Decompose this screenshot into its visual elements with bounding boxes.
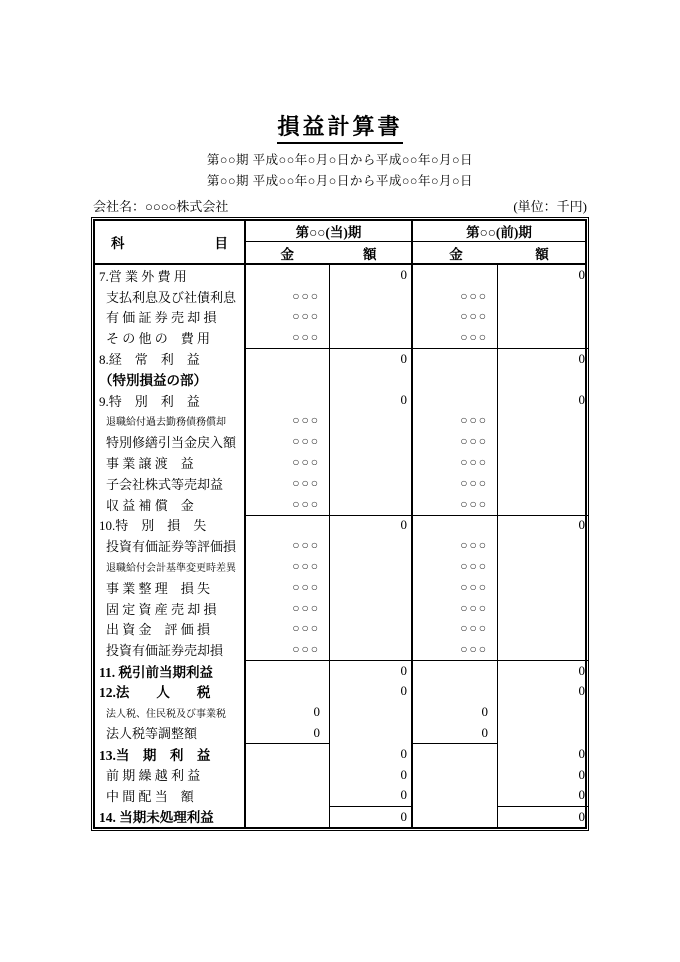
cell-p_gaku: 0 <box>578 766 585 782</box>
cell-c_gaku: 0 <box>330 348 413 369</box>
cell-p_gaku: 0 <box>578 267 585 283</box>
cell-p_gaku <box>498 619 589 640</box>
cell-p_gaku <box>498 556 589 577</box>
placeholder-circles: ○○○ <box>292 579 320 594</box>
row-label: 法人税、住民税及び事業税 <box>95 702 246 723</box>
cell-c_kin <box>246 681 330 702</box>
table-row <box>95 369 585 390</box>
placeholder-circles: ○○○ <box>292 434 320 449</box>
cell-p_gaku: 0 <box>498 660 589 681</box>
document-page <box>93 110 587 829</box>
placeholder-circles: ○○○ <box>460 579 488 594</box>
cell-p_gaku: 0 <box>578 787 585 803</box>
table-row <box>95 494 585 515</box>
placeholder-circles: ○○○ <box>292 642 320 657</box>
cell-c_kin <box>246 764 330 785</box>
period-line-1: 第○○期 平成○○年○月○日から平成○○年○月○日 <box>206 153 474 167</box>
row-label: 投資有価証券等評価損 <box>95 535 246 556</box>
row-label: 10.特 別 損 失 <box>95 515 246 536</box>
placeholder-circles: ○○○ <box>460 538 488 553</box>
table-row <box>95 743 585 764</box>
cell-c_gaku <box>330 307 413 328</box>
placeholder-circles: ○○○ <box>460 642 488 657</box>
cell-c_kin <box>246 452 330 473</box>
row-label: 収 益 補 償 金 <box>95 494 246 515</box>
cell-c_gaku <box>330 286 413 307</box>
table-row <box>95 535 585 556</box>
cell-p_kin <box>413 348 498 369</box>
header-subject-left: 科 <box>111 236 125 251</box>
cell-c_gaku <box>330 411 413 432</box>
cell-c_kin <box>246 785 330 806</box>
row-label: 13.当 期 利 益 <box>95 743 246 764</box>
table-row <box>95 348 585 369</box>
table-row <box>95 681 585 702</box>
cell-p_kin <box>413 286 498 307</box>
table-row <box>95 265 585 286</box>
table-row <box>95 764 585 785</box>
table-header <box>95 221 585 265</box>
table-row <box>95 639 585 660</box>
header-amount-gaku: 額 <box>363 246 377 262</box>
cell-c_kin: 0 <box>246 723 330 744</box>
row-label: そ の 他 の 費 用 <box>95 327 246 348</box>
cell-c_kin <box>246 494 330 515</box>
cell-c_gaku <box>330 327 413 348</box>
placeholder-circles: ○○○ <box>292 600 320 615</box>
cell-c_gaku: 0 <box>330 265 413 286</box>
cell-c_gaku <box>330 723 413 744</box>
cell-c_gaku <box>330 598 413 619</box>
row-label: 9.特 別 利 益 <box>95 390 246 411</box>
row-label: 退職給付会計基準変更時差異 <box>95 556 246 577</box>
cell-p_gaku <box>498 494 589 515</box>
table-row <box>95 723 585 744</box>
cell-p_kin <box>413 806 498 827</box>
cell-c_gaku: 0 <box>330 660 413 681</box>
row-label: 14. 当期未処理利益 <box>95 806 246 827</box>
cell-p_gaku <box>498 702 589 723</box>
cell-p_gaku: 0 <box>578 392 585 408</box>
cell-p_kin <box>413 265 498 286</box>
table-row <box>95 307 585 328</box>
cell-c_gaku: 0 <box>330 785 413 806</box>
placeholder-circles: ○○○ <box>292 496 320 511</box>
placeholder-circles: ○○○ <box>292 330 320 345</box>
placeholder-circles: ○○○ <box>460 309 488 324</box>
placeholder-circles: ○○○ <box>292 538 320 553</box>
pl-statement-table <box>93 219 587 829</box>
cell-p_kin <box>413 473 498 494</box>
placeholder-circles: ○○○ <box>460 288 488 303</box>
cell-p_gaku <box>498 307 589 328</box>
table-row <box>95 286 585 307</box>
cell-c_gaku <box>330 535 413 556</box>
cell-p_kin <box>413 681 498 702</box>
cell-c_gaku <box>330 702 413 723</box>
row-label: 法人税等調整額 <box>95 723 246 744</box>
row-label: 11. 税引前当期利益 <box>95 660 246 681</box>
cell-c_gaku <box>330 494 413 515</box>
row-label: （特別損益の部） <box>95 369 246 390</box>
cell-c_kin <box>246 515 330 536</box>
row-label: 7.営 業 外 費 用 <box>95 265 246 286</box>
table-body <box>95 265 585 827</box>
cell-c_kin <box>246 348 330 369</box>
header-period-previous: 第○○(前)期 <box>413 221 585 242</box>
cell-p_gaku: 0 <box>578 745 585 761</box>
cell-p_gaku <box>498 369 589 390</box>
placeholder-circles: ○○○ <box>292 475 320 490</box>
placeholder-circles: ○○○ <box>460 330 488 345</box>
cell-c_kin <box>246 577 330 598</box>
header-subject-cell <box>95 221 246 263</box>
table-row <box>95 431 585 452</box>
cell-p_kin <box>413 494 498 515</box>
row-label: 12.法 人 税 <box>95 681 246 702</box>
cell-p_kin <box>413 369 498 390</box>
cell-c_gaku <box>330 452 413 473</box>
cell-c_kin <box>246 556 330 577</box>
cell-p_kin <box>413 556 498 577</box>
cell-p_gaku <box>498 577 589 598</box>
cell-c_kin <box>246 327 330 348</box>
cell-c_kin <box>246 639 330 660</box>
row-label: 支払利息及び社債利息 <box>95 286 246 307</box>
cell-c_kin <box>246 286 330 307</box>
table-row <box>95 806 585 827</box>
placeholder-circles: ○○○ <box>292 559 320 574</box>
cell-p_kin <box>413 307 498 328</box>
placeholder-circles: ○○○ <box>292 413 320 428</box>
row-label: 8.経 常 利 益 <box>95 348 246 369</box>
period-line-2: 第○○期 平成○○年○月○日から平成○○年○月○日 <box>206 174 474 188</box>
table-row <box>95 556 585 577</box>
cell-p_kin <box>413 785 498 806</box>
cell-p_kin <box>413 619 498 640</box>
cell-p_kin <box>413 764 498 785</box>
cell-p_gaku: 0 <box>498 806 589 827</box>
cell-c_gaku: 0 <box>330 681 413 702</box>
placeholder-circles: ○○○ <box>460 413 488 428</box>
cell-p_kin <box>413 411 498 432</box>
row-label: 投資有価証券売却損 <box>95 639 246 660</box>
table-row <box>95 598 585 619</box>
cell-c_kin <box>246 743 330 764</box>
cell-p_kin: 0 <box>413 702 498 723</box>
table-row <box>95 702 585 723</box>
table-row <box>95 452 585 473</box>
placeholder-circles: ○○○ <box>460 600 488 615</box>
cell-c_gaku: 0 <box>330 743 413 764</box>
row-label: 出 資 金 評 価 損 <box>95 619 246 640</box>
placeholder-circles: ○○○ <box>460 559 488 574</box>
table-row <box>95 577 585 598</box>
table-row <box>95 515 585 536</box>
cell-p_kin: 0 <box>413 723 498 744</box>
cell-p_kin <box>413 452 498 473</box>
company-name: 会社名：○○○○株式会社 <box>93 199 229 214</box>
unit-label: (単位：千円) <box>513 199 587 214</box>
header-period-current: 第○○(当)期 <box>246 221 413 242</box>
cell-p_gaku <box>498 411 589 432</box>
header-amount-current <box>246 242 413 263</box>
row-label: 事 業 整 理 損 失 <box>95 577 246 598</box>
row-label: 退職給付過去勤務債務償却 <box>95 411 246 432</box>
placeholder-circles: ○○○ <box>460 496 488 511</box>
cell-p_gaku <box>498 431 589 452</box>
cell-p_kin <box>413 327 498 348</box>
cell-p_kin <box>413 577 498 598</box>
cell-c_gaku <box>330 619 413 640</box>
cell-p_kin <box>413 431 498 452</box>
cell-c_gaku <box>330 369 413 390</box>
cell-c_gaku <box>330 639 413 660</box>
table-row <box>95 785 585 806</box>
cell-c_kin <box>246 806 330 827</box>
table-row <box>95 327 585 348</box>
cell-c_kin <box>246 390 330 411</box>
cell-p_kin <box>413 660 498 681</box>
cell-c_gaku: 0 <box>330 515 413 536</box>
row-label: 中 間 配 当 額 <box>95 785 246 806</box>
cell-c_kin <box>246 369 330 390</box>
table-row <box>95 660 585 681</box>
placeholder-circles: ○○○ <box>292 455 320 470</box>
placeholder-circles: ○○○ <box>460 434 488 449</box>
row-label: 前 期 繰 越 利 益 <box>95 764 246 785</box>
cell-c_gaku <box>330 431 413 452</box>
header-subject-right: 目 <box>214 236 228 251</box>
cell-p_kin <box>413 515 498 536</box>
cell-p_gaku <box>498 639 589 660</box>
table-row <box>95 390 585 411</box>
meta-row <box>93 198 587 215</box>
table-row <box>95 619 585 640</box>
row-label: 特別修繕引当金戻入額 <box>95 431 246 452</box>
cell-p_gaku: 0 <box>498 515 589 536</box>
cell-p_gaku <box>498 452 589 473</box>
cell-c_kin <box>246 660 330 681</box>
cell-c_gaku <box>330 577 413 598</box>
cell-c_gaku: 0 <box>330 390 413 411</box>
cell-c_kin <box>246 307 330 328</box>
placeholder-circles: ○○○ <box>292 621 320 636</box>
title-block <box>93 110 587 144</box>
row-label: 固 定 資 産 売 却 損 <box>95 598 246 619</box>
table-row <box>95 411 585 432</box>
cell-p_gaku <box>498 535 589 556</box>
cell-p_gaku <box>498 723 589 744</box>
table-row <box>95 473 585 494</box>
cell-c_kin <box>246 265 330 286</box>
cell-p_kin <box>413 598 498 619</box>
cell-p_kin <box>413 535 498 556</box>
cell-c_kin <box>246 431 330 452</box>
header-amount-gaku: 額 <box>535 246 549 262</box>
cell-c_kin: 0 <box>246 702 330 723</box>
cell-c_gaku: 0 <box>330 806 413 827</box>
cell-c_kin <box>246 535 330 556</box>
page-title: 損益計算書 <box>277 110 402 144</box>
cell-p_kin <box>413 390 498 411</box>
cell-c_kin <box>246 473 330 494</box>
cell-c_kin <box>246 619 330 640</box>
placeholder-circles: ○○○ <box>460 621 488 636</box>
placeholder-circles: ○○○ <box>292 309 320 324</box>
row-label: 有 価 証 券 売 却 損 <box>95 307 246 328</box>
placeholder-circles: ○○○ <box>460 475 488 490</box>
header-amount-previous <box>413 242 585 263</box>
placeholder-circles: ○○○ <box>460 455 488 470</box>
cell-c_gaku: 0 <box>330 764 413 785</box>
header-amount-kin: 金 <box>280 246 294 262</box>
cell-p_gaku <box>498 598 589 619</box>
cell-p_gaku: 0 <box>498 348 589 369</box>
cell-p_kin <box>413 639 498 660</box>
row-label: 子会社株式等売却益 <box>95 473 246 494</box>
cell-c_gaku <box>330 556 413 577</box>
cell-p_gaku <box>498 286 589 307</box>
cell-p_kin <box>413 743 498 764</box>
cell-p_gaku <box>498 473 589 494</box>
header-amount-kin: 金 <box>449 246 463 262</box>
cell-p_gaku <box>498 327 589 348</box>
cell-c_gaku <box>330 473 413 494</box>
cell-c_kin <box>246 598 330 619</box>
cell-c_kin <box>246 411 330 432</box>
cell-p_gaku: 0 <box>578 683 585 699</box>
row-label: 事 業 譲 渡 益 <box>95 452 246 473</box>
placeholder-circles: ○○○ <box>292 288 320 303</box>
